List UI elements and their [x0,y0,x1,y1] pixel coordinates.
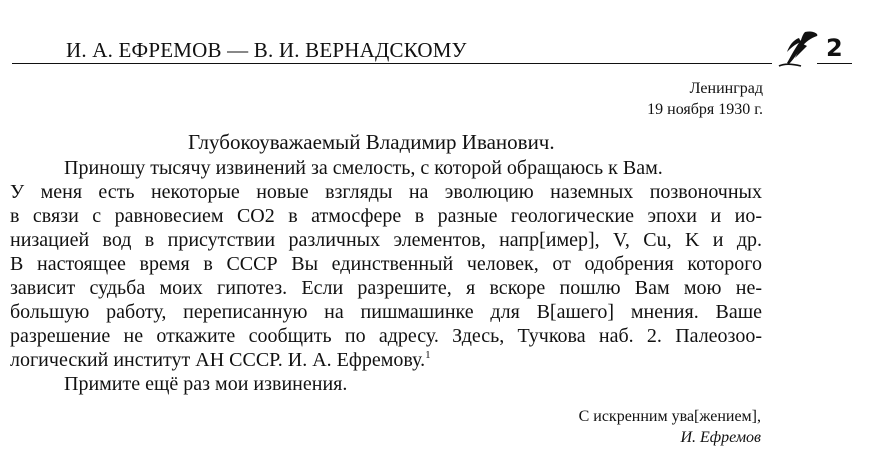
closing-phrase: С искренним ува[жением], [578,408,761,425]
body-line-text: логический институт АН СССР. И. А. Ефремову. [10,349,426,371]
body-line: У меня есть некоторые новые взгляды на эволюцию наземных позвоночных [10,181,762,203]
header-rule [12,63,772,64]
body-line: разрешение не откажите сообщить по адресу. Здесь, Тучкова наб. 2. Палеозоо- [10,325,762,347]
body-line: зависит судьба моих гипотез. Если разрешите, я вскоре пошлю Вам мою не- [10,277,762,299]
running-header [12,34,852,66]
body-line-last-paragraph [10,348,762,372]
letter-closing [579,406,761,448]
letter-date: 19 ноября 1930 г. [647,101,763,118]
letter-greeting: Глубокоуважаемый Владимир Иванович. [188,130,555,154]
footnote-marker[interactable]: 1 [425,349,431,361]
quill-pen-icon [775,30,821,70]
header-rule-right [817,63,852,64]
signature: И. Ефремов [680,429,761,446]
body-line: Приношу тысячу извинений за смелость, с которой обращаюсь к Вам. [64,157,663,179]
letter-body [10,156,762,396]
body-line: в связи с равновесием СО2 в атмосфере в разные геологические эпохи и ио- [10,205,762,227]
body-line: В настоящее время в СССР Вы единственный человек, от одобрения которого [10,253,762,275]
letter-place: Ленинград [689,80,763,97]
running-header-title: И. А. ЕФРЕМОВ — В. И. ВЕРНАДСКОМУ [66,38,467,62]
body-line-apology: Примите ещё раз мои извинения. [64,373,348,395]
body-line: большую работу, переписанную на пишмашинке для В[ашего] мнения. Ваше [10,301,762,323]
letter-place-date [647,78,763,120]
body-line: низацией вод в присутствии различных элементов, напр[имер], V, Cu, K и др. [10,229,762,251]
page-number: 2 [826,34,843,62]
